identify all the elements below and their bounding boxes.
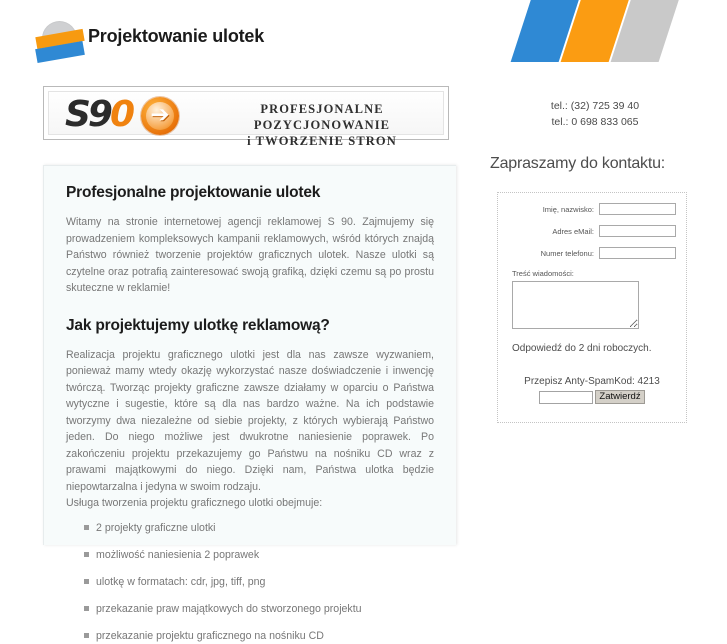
list-item [96,574,434,590]
list-item [96,628,434,644]
s90-banner-tagline [209,101,435,149]
phone-line-2: tel.: 0 698 833 065 [551,116,639,128]
email-input[interactable] [599,225,676,237]
list-item [96,601,434,617]
s90-logo-text [65,95,132,135]
contact-heading: Zapraszamy do kontaktu: [490,155,666,172]
s90-logo-text-s: S9 [65,94,110,135]
field-row-phone [508,247,676,259]
tagline-line-2: i TWORZENIE STRON [247,134,397,148]
page-header [0,0,500,76]
name-input[interactable] [599,203,676,215]
contact-form [497,192,687,423]
phone-line-1: tel.: (32) 725 39 40 [550,100,640,112]
email-field-label: Adres eMail: [552,226,594,236]
s90-banner[interactable] [43,86,449,148]
decorative-stripes [512,0,727,62]
list-item-label: ulotkę w formatach: cdr, jpg, tiff, png [96,575,266,588]
page-title: Projektowanie ulotek [88,26,265,46]
field-row-email [508,225,676,237]
arrow-up-right-icon [141,97,179,135]
s90-logo-text-zero: 0 [109,94,133,135]
section-paragraph-3: Usługa tworzenia projektu graficznego ulotki obejmuje: [66,497,323,509]
captcha-section [508,376,676,404]
message-field-label: Treść wiadomości: [512,269,574,278]
phone-field-label: Numer telefonu: [540,248,594,258]
bullet-square-icon [84,606,89,611]
submit-button[interactable]: Zatwierdź [595,390,644,404]
arrow-icon-glyph: ➔ [150,102,170,128]
tagline-line-1: PROFESJONALNE POZYCJONOWANIE [253,102,391,132]
main-content-panel [43,165,456,642]
s90-logo-mark [65,95,205,135]
list-item [96,520,434,536]
s90-banner-inner [48,91,444,148]
field-row-name [508,203,676,215]
captcha-row [508,390,676,404]
name-field-label: Imię, nazwisko: [542,204,594,214]
phone-numbers [500,98,690,130]
service-list [66,520,434,644]
message-textarea[interactable] [512,281,639,329]
list-item [96,547,434,563]
section-paragraph-1: Witamy na stronie internetowej agencji reklamowej S 90. Zajmujemy się prowadzeniem kompleksowych kampanii reklamowych, wśród których znajdą Państwo również tworzenie projektów graficznych ulotek. Nasze ulotki są czytelne oraz potrafią zainteresować swoją grafiką, dzięki czemu są po prostu skuteczne w reklamie! [66,216,434,294]
sphere-logo-icon [42,21,77,56]
list-item-label: możliwość naniesienia 2 poprawek [96,548,260,561]
bullet-square-icon [84,579,89,584]
captcha-label: Przepisz Anty-SpamKod: 4213 [524,376,660,387]
list-item-label: 2 projekty graficzne ulotki [96,521,216,534]
bullet-square-icon [84,633,89,638]
bullet-square-icon [84,525,89,530]
phone-input[interactable] [599,247,676,259]
list-item-label: przekazanie projektu graficznego na nośniku CD [96,629,324,642]
bullet-square-icon [84,552,89,557]
section-heading-1: Profesjonalne projektowanie ulotek [66,184,321,201]
reply-time-note: Odpowiedź do 2 dni roboczych. [512,343,652,354]
section-paragraph-2: Realizacja projektu graficznego ulotki jest dla nas zawsze wyzwaniem, ponieważ mamy wtedy okazję wykorzystać nasze doświadczenie i inwencję twórczą. Tworząc projekty graficzne zawsze działamy w oparciu o Państwa wytyczne i sugestie, które są dla nas bardzo ważne. Na ich podstawie tworzymy dwa niezależne od siebie projekty, z których wybierają Państwo jeden. Do niego możliwe jest dwukrotne naniesienie poprawek. Po zakończeniu projektu przekazujemy go Państwu na nośniku CD wraz z prawami majątkowymi do niego. Dzięki nam, Państwa ulotka będzie niepowtarzalna i jedyna w swoim rodzaju. [66,348,434,493]
section-heading-2: Jak projektujemy ulotkę reklamową? [66,316,330,334]
captcha-input[interactable] [539,391,593,404]
list-item-label: przekazanie praw majątkowych do stworzonego projektu [96,602,362,615]
